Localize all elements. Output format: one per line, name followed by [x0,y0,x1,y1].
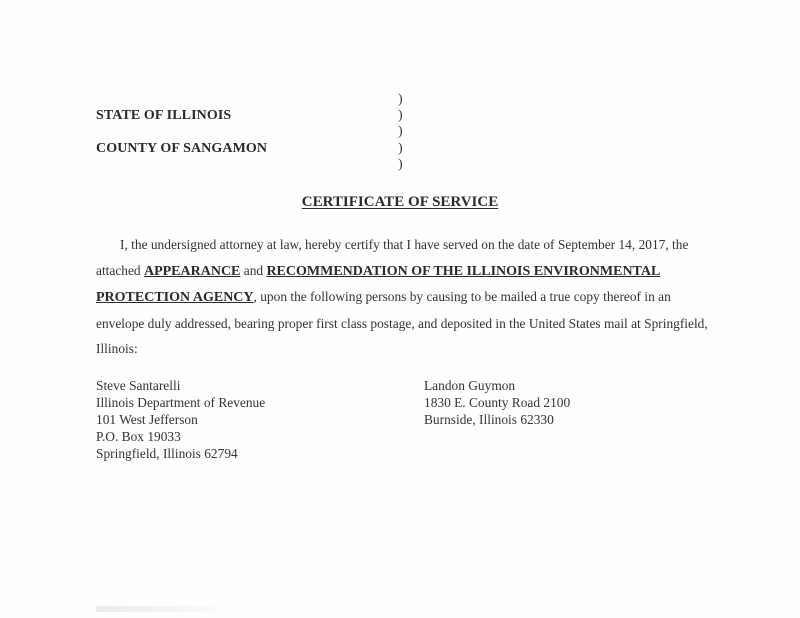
recipient-org: Illinois Department of Revenue [96,395,266,410]
faint-scan-mark [96,606,216,612]
state-line: STATE OF ILLINOIS [96,108,232,123]
appearance-doc-title: APPEARANCE [143,263,241,279]
caption-paren: ) [398,157,403,172]
recipient-street: 101 West Jefferson [96,412,198,427]
recipient-city: Springfield, Illinois 62794 [96,446,238,461]
recipient-street: 1830 E. County Road 2100 [424,395,571,410]
recipient-po-box: P.O. Box 19033 [96,429,181,444]
certificate-body [96,232,721,362]
document-title: CERTIFICATE OF SERVICE [301,194,499,210]
recipient-city: Burnside, Illinois 62330 [424,412,554,427]
recommendation-doc-title: RECOMMENDATION OF THE ILLINOIS ENVIRONMENTAL PROTECTION AGENCY [96,263,661,305]
caption-paren: ) [398,141,403,156]
body-text-and: and [240,262,267,278]
recipient-name: Landon Guymon [424,378,516,393]
case-caption [96,92,426,178]
body-text-part2: , upon the following persons by causing to be mailed a true copy thereof in an envelope duly addressed, bearing proper first class postage, and deposited in the United States mail at Springfield, Illinois: [96,289,708,356]
county-line: COUNTY OF SANGAMON [96,141,268,156]
caption-paren: ) [398,108,403,123]
caption-paren: ) [398,92,403,107]
body-text-part1: I, the undersigned attorney at law, hereby certify that I have served on the date of September 14, 2017, the attached [96,237,689,278]
recipient-address-1 [96,377,265,462]
recipient-name: Steve Santarelli [96,378,181,393]
caption-paren: ) [398,124,403,139]
recipient-address-2 [424,377,570,428]
